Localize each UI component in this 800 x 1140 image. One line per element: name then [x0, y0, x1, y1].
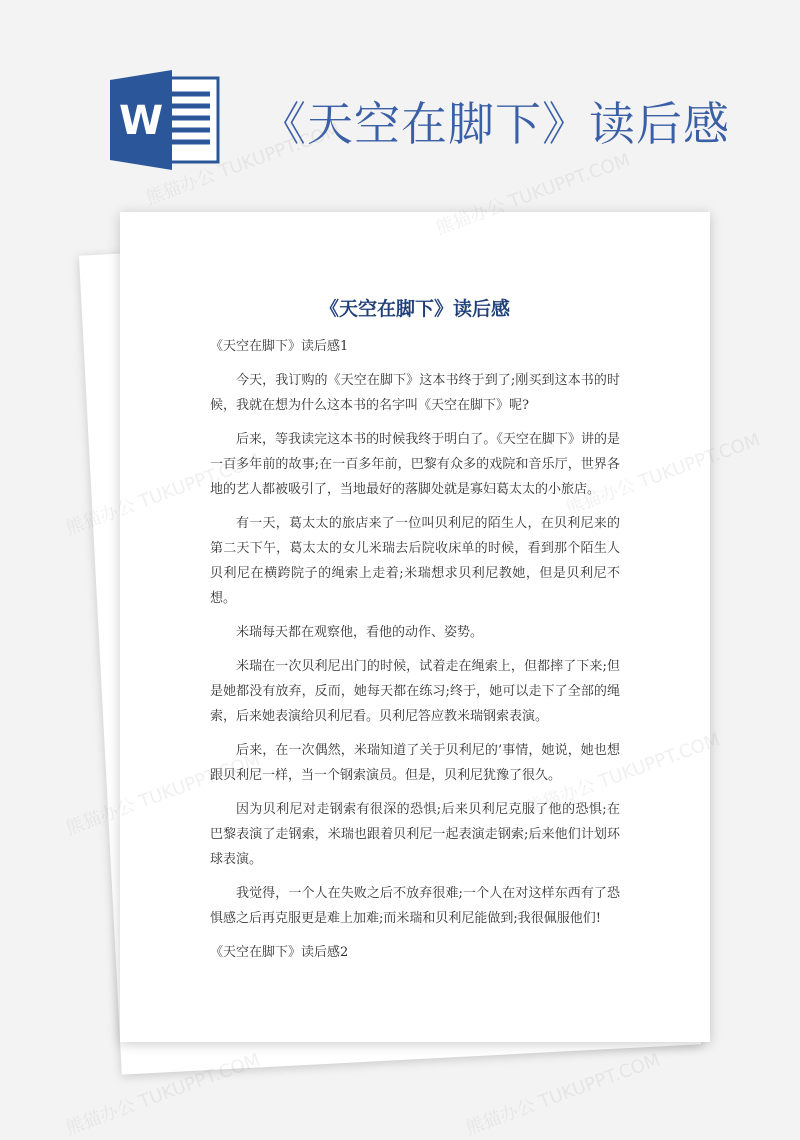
- header-title: 《天空在脚下》读后感: [260, 97, 730, 151]
- paragraph: 米瑞每天都在观察他，看他的动作、姿势。: [236, 625, 484, 640]
- watermark: 熊猫办公 TUKUPPT.COM: [463, 1049, 663, 1140]
- paragraph: 米瑞在一次贝利尼出门的时候，试着走在绳索上，但都摔了下来;但是她都没有放弃，反而，她每天都在练习;终于，她可以走下了全部的绳索，后来她表演给贝利尼看。贝利尼答应教米瑞钢索表演。: [210, 659, 620, 724]
- paragraph: 后来，在一次偶然，米瑞知道了关于贝利尼的’事情，她说，她也想跟贝利尼一样，当一个钢索演员。但是，贝利尼犹豫了很久。: [210, 743, 620, 783]
- word-document-icon: [110, 70, 222, 170]
- word-logo-letter: W: [118, 98, 164, 144]
- paragraph: 后来，等我读完这本书的时候我终于明白了。《天空在脚下》讲的是一百多年前的故事;在一百多年前，巴黎有众多的戏院和音乐厅，世界各地的艺人都被吸引了，当地最好的落脚处就是寡妇葛太太的小旅店。: [210, 432, 620, 497]
- paragraph: 有一天，葛太太的旅店来了一位叫贝利尼的陌生人，在贝利尼来的第二天下午，葛太太的女儿米瑞去后院收床单的时候，看到那个陌生人贝利尼在横跨院子的绳索上走着;米瑞想求贝利尼教她，但是贝利尼不想。: [210, 516, 620, 606]
- paragraph: 今天，我订购的《天空在脚下》这本书终于到了;刚买到这本书的时候，我就在想为什么这本书的名字叫《天空在脚下》呢?: [210, 373, 620, 413]
- header-banner: [0, 0, 800, 200]
- document-title: 《天空在脚下》读后感: [319, 298, 510, 320]
- watermark: 熊猫办公: [63, 794, 138, 840]
- paragraph: 我觉得，一个人在失败之后不放弃很难;一个人在对这样东西有了恐惧感之后再克服更是难上加难;而米瑞和贝利尼能做到;我很佩服他们!: [210, 886, 620, 926]
- watermark: 熊猫办公 TUKUPPT.COM: [63, 1049, 263, 1140]
- document-page: [120, 212, 710, 1042]
- document-body: [210, 334, 620, 974]
- paragraph: 因为贝利尼对走钢索有很深的恐惧;后来贝利尼克服了他的恐惧;在巴黎表演了走钢索，米瑞也跟着贝利尼一起表演走钢索;后来他们计划环球表演。: [210, 802, 620, 867]
- section-heading-2: 《天空在脚下》读后感2: [210, 945, 349, 960]
- section-heading-1: 《天空在脚下》读后感1: [210, 339, 349, 354]
- watermark: 熊猫办公 TUKUPPT.COM: [433, 149, 633, 240]
- watermark: 熊猫办公 TUKUPPT.COM: [143, 119, 343, 210]
